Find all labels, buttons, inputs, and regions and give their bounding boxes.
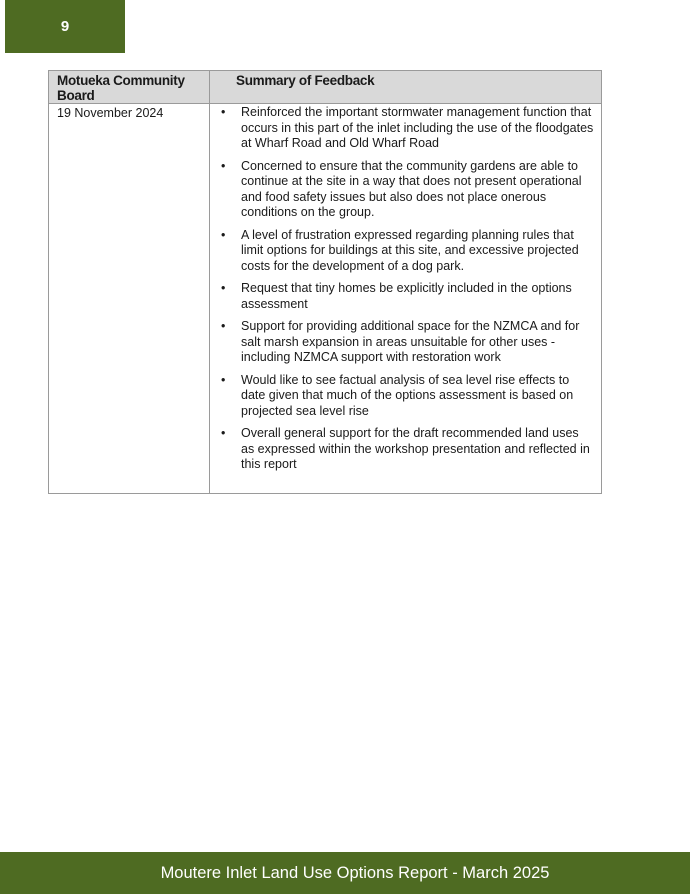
feedback-item: • Support for providing additional space for the NZMCA and for salt marsh expansion in areas unsuitable for other uses - including NZMCA support with restoration work	[210, 319, 595, 366]
feedback-table	[48, 70, 602, 494]
column-header-summary: Summary of Feedback	[210, 71, 602, 104]
feedback-item: • Would like to see factual analysis of sea level rise effects to date given that much of the options assessment is based on projected sea level rise	[210, 373, 595, 420]
feedback-summary-cell	[210, 104, 602, 494]
feedback-item: • Overall general support for the draft recommended land uses as expressed within the workshop presentation and reflected in this report	[210, 426, 595, 473]
feedback-list	[210, 105, 595, 473]
table-row	[49, 104, 602, 494]
feedback-item: • Request that tiny homes be explicitly included in the options assessment	[210, 281, 595, 312]
column-header-board: Motueka Community Board	[49, 71, 210, 104]
footer-bar	[0, 852, 690, 894]
meeting-date: 19 November 2024	[49, 104, 210, 494]
page-number: 9	[60, 18, 70, 35]
report-title: Moutere Inlet Land Use Options Report - March 2025	[160, 863, 550, 882]
feedback-item: • A level of frustration expressed regarding planning rules that limit options for buildings at this site, and excessive projected costs for the development of a dog park.	[210, 228, 595, 275]
page-number-badge	[5, 0, 125, 53]
feedback-item: • Reinforced the important stormwater management function that occurs in this part of the inlet including the use of the floodgates at Wharf Road and Old Wharf Road	[210, 105, 595, 152]
table-header-row	[49, 71, 602, 104]
feedback-item: • Concerned to ensure that the community gardens are able to continue at the site in a way that does not present operational and food safety issues but also does not place onerous conditions on the group.	[210, 159, 595, 221]
